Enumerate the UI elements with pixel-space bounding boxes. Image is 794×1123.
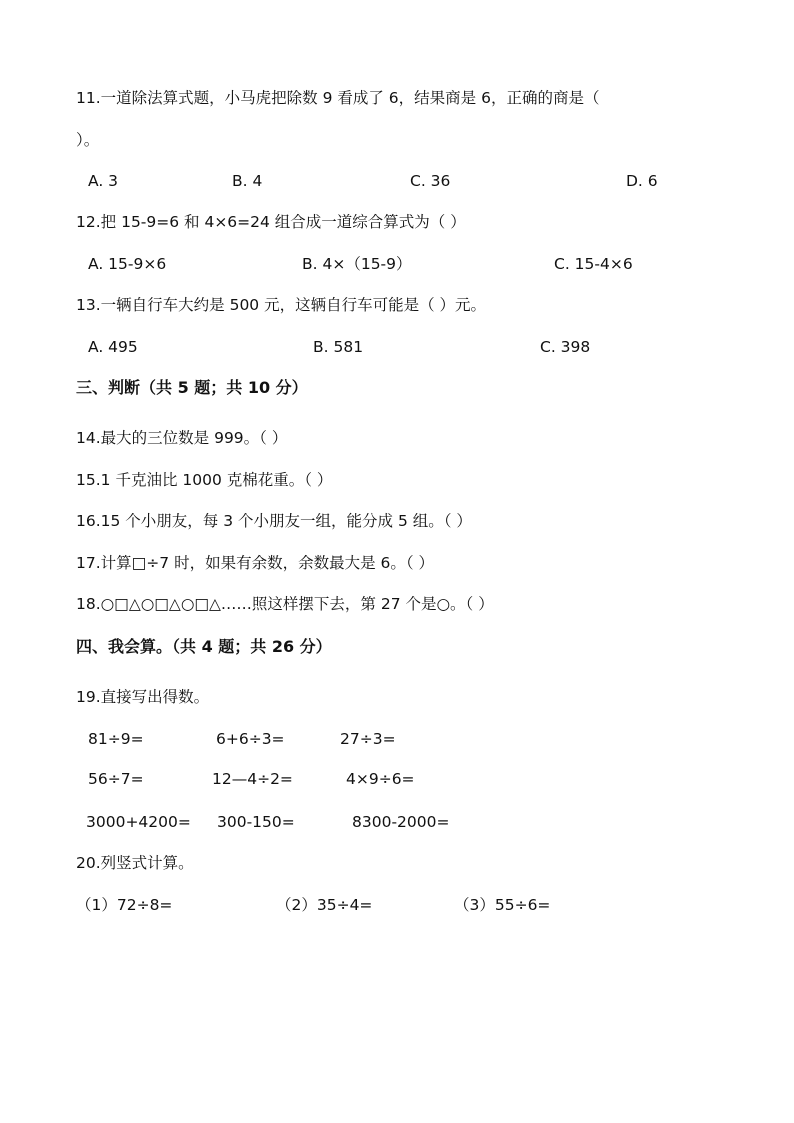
calc-item: 81÷9= <box>88 730 144 748</box>
vertical-calc-item: （2）35÷4= <box>276 896 373 914</box>
question-15-text: 15.1 千克油比 1000 克棉花重。（ ） <box>76 471 333 489</box>
q13-option-b: B. 581 <box>313 338 364 356</box>
q11-option-b: B. 4 <box>232 172 263 190</box>
calc-item: 6+6÷3= <box>216 730 285 748</box>
calc-item: 12—4÷2= <box>212 770 293 788</box>
q12-option-c: C. 15-4×6 <box>554 255 633 273</box>
calc-item: 300-150= <box>217 813 295 831</box>
q11-option-a: A. 3 <box>88 172 119 190</box>
question-19-text: 19.直接写出得数。 <box>76 688 210 706</box>
question-20-text: 20.列竖式计算。 <box>76 854 194 872</box>
question-17-text: 17.计算□÷7 时，如果有余数，余数最大是 6。（ ） <box>76 554 435 572</box>
question-18-text: 18.○□△○□△○□△……照这样摆下去，第 27 个是○。（ ） <box>76 595 494 613</box>
q11-option-d: D. 6 <box>626 172 658 190</box>
calc-item: 4×9÷6= <box>346 770 415 788</box>
question-13-text: 13.一辆自行车大约是 500 元，这辆自行车可能是（ ）元。 <box>76 296 487 314</box>
vertical-calc-item: （1）72÷8= <box>76 896 173 914</box>
calc-item: 27÷3= <box>340 730 396 748</box>
section-3-heading: 三、判断（共 5 题；共 10 分） <box>76 378 308 397</box>
q12-option-a: A. 15-9×6 <box>88 255 167 273</box>
section-4-heading: 四、我会算。（共 4 题；共 26 分） <box>76 637 332 656</box>
q13-option-a: A. 495 <box>88 338 138 356</box>
question-12-text: 12.把 15-9=6 和 4×6=24 组合成一道综合算式为（ ） <box>76 213 466 231</box>
calc-item: 56÷7= <box>88 770 144 788</box>
question-16-text: 16.15 个小朋友，每 3 个小朋友一组，能分成 5 组。（ ） <box>76 512 472 530</box>
vertical-calc-item: （3）55÷6= <box>454 896 551 914</box>
calc-item: 8300-2000= <box>352 813 450 831</box>
calc-item: 3000+4200= <box>86 813 191 831</box>
question-11-text-cont: ）。 <box>76 131 100 149</box>
q12-option-b: B. 4×（15-9） <box>302 255 412 273</box>
q11-option-c: C. 36 <box>410 172 451 190</box>
question-14-text: 14.最大的三位数是 999。（ ） <box>76 429 288 447</box>
q13-option-c: C. 398 <box>540 338 591 356</box>
question-11-text: 11.一道除法算式题，小马虎把除数 9 看成了 6，结果商是 6，正确的商是（ <box>76 89 600 107</box>
